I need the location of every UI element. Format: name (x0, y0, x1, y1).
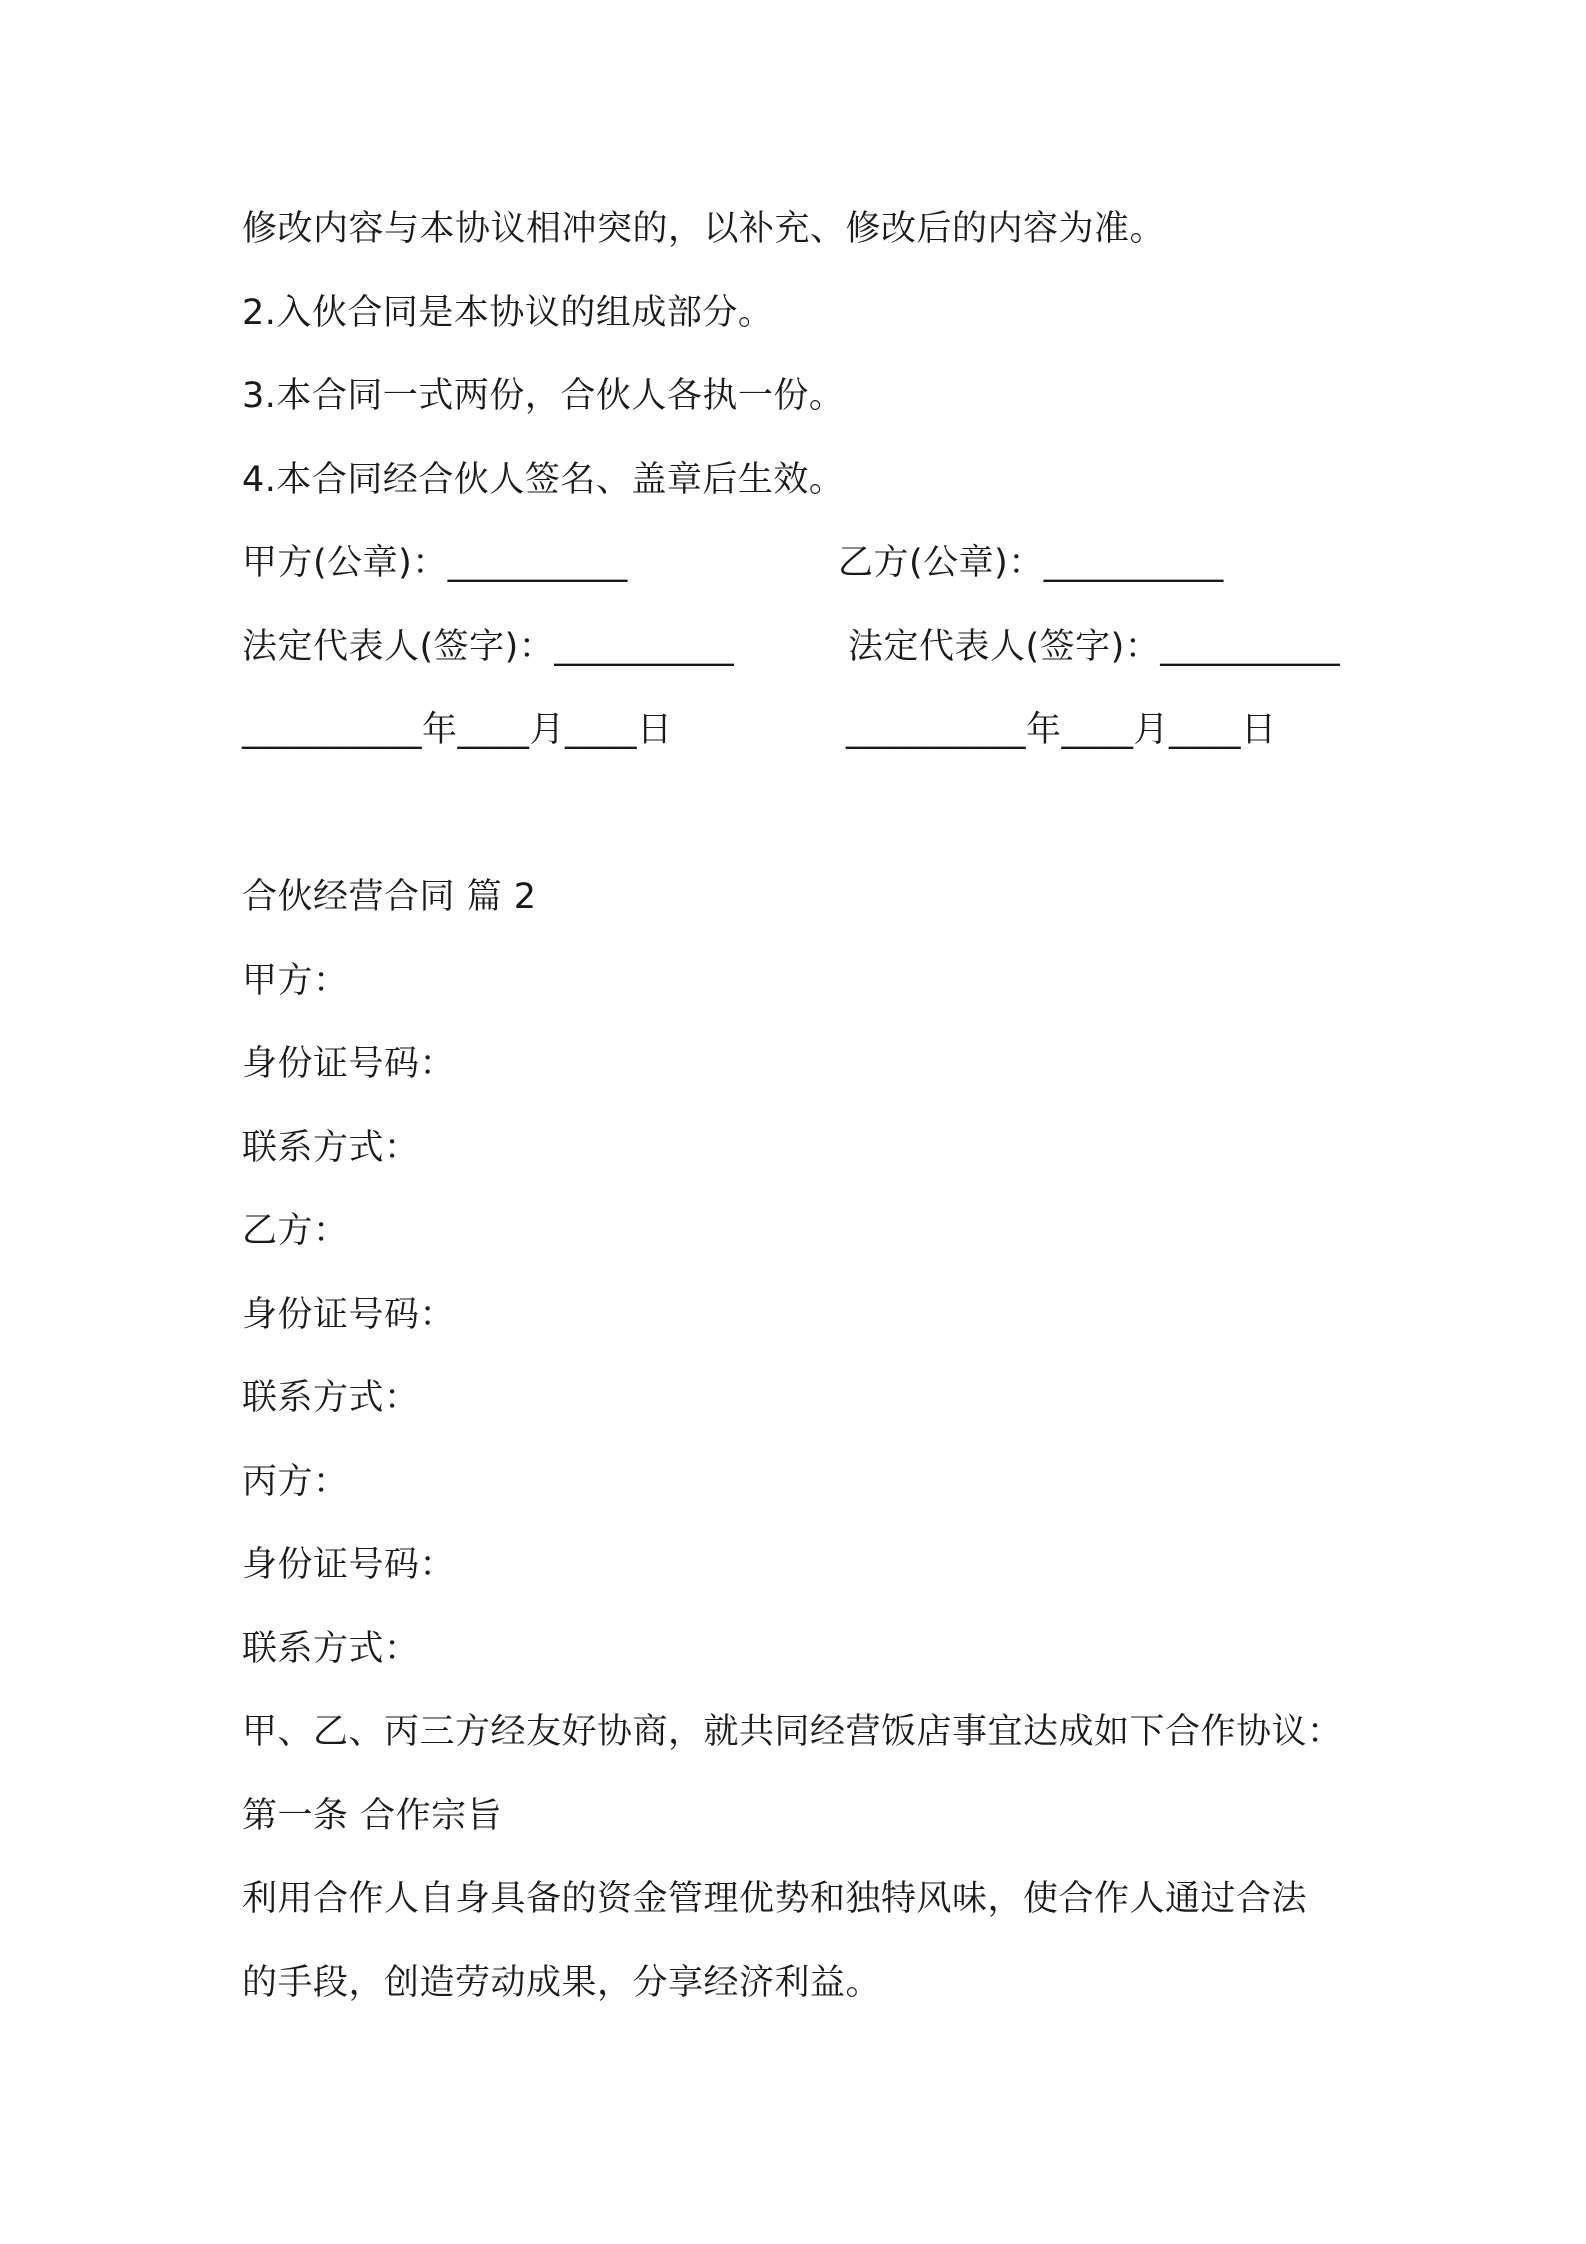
clause-2: 2.入伙合同是本协议的组成部分。 (242, 293, 774, 333)
party-a-contact-label: 联系方式： (242, 1128, 420, 1168)
party-a-label: 甲方： (242, 961, 349, 1001)
party-a-rep-field: 法定代表人(签字)：__________ (242, 627, 735, 667)
party-b-rep-field: 法定代表人(签字)：__________ (848, 627, 1341, 667)
party-a-id-label: 身份证号码： (242, 1044, 456, 1084)
article-1-body-line-1: 利用合作人自身具备的资金管理优势和独特风味，使合作人通过合法 (242, 1879, 1308, 1919)
party-b-label: 乙方： (242, 1211, 349, 1251)
section-title: 合伙经营合同 篇 2 (242, 877, 537, 917)
party-b-id-label: 身份证号码： (242, 1295, 456, 1335)
party-c-id-label: 身份证号码： (242, 1545, 456, 1585)
article-1-title: 第一条 合作宗旨 (242, 1796, 503, 1836)
clause-4: 4.本合同经合伙人签名、盖章后生效。 (242, 460, 845, 500)
party-a-date-field: __________年____月____日 (242, 710, 673, 750)
party-b-seal-field: 乙方(公章)：__________ (838, 543, 1224, 583)
party-b-contact-label: 联系方式： (242, 1378, 420, 1418)
paragraph-line: 修改内容与本协议相冲突的，以补充、修改后的内容为准。 (242, 209, 1166, 249)
party-c-contact-label: 联系方式： (242, 1629, 420, 1669)
party-b-date-field: __________年____月____日 (846, 710, 1277, 750)
party-a-seal-field: 甲方(公章)：__________ (242, 543, 628, 583)
article-1-body-line-2: 的手段，创造劳动成果，分享经济利益。 (242, 1963, 882, 2003)
clause-3: 3.本合同一式两份，合伙人各执一份。 (242, 376, 845, 416)
agreement-intro: 甲、乙、丙三方经友好协商，就共同经营饭店事宜达成如下合作协议： (242, 1712, 1343, 1752)
party-c-label: 丙方： (242, 1462, 349, 1502)
